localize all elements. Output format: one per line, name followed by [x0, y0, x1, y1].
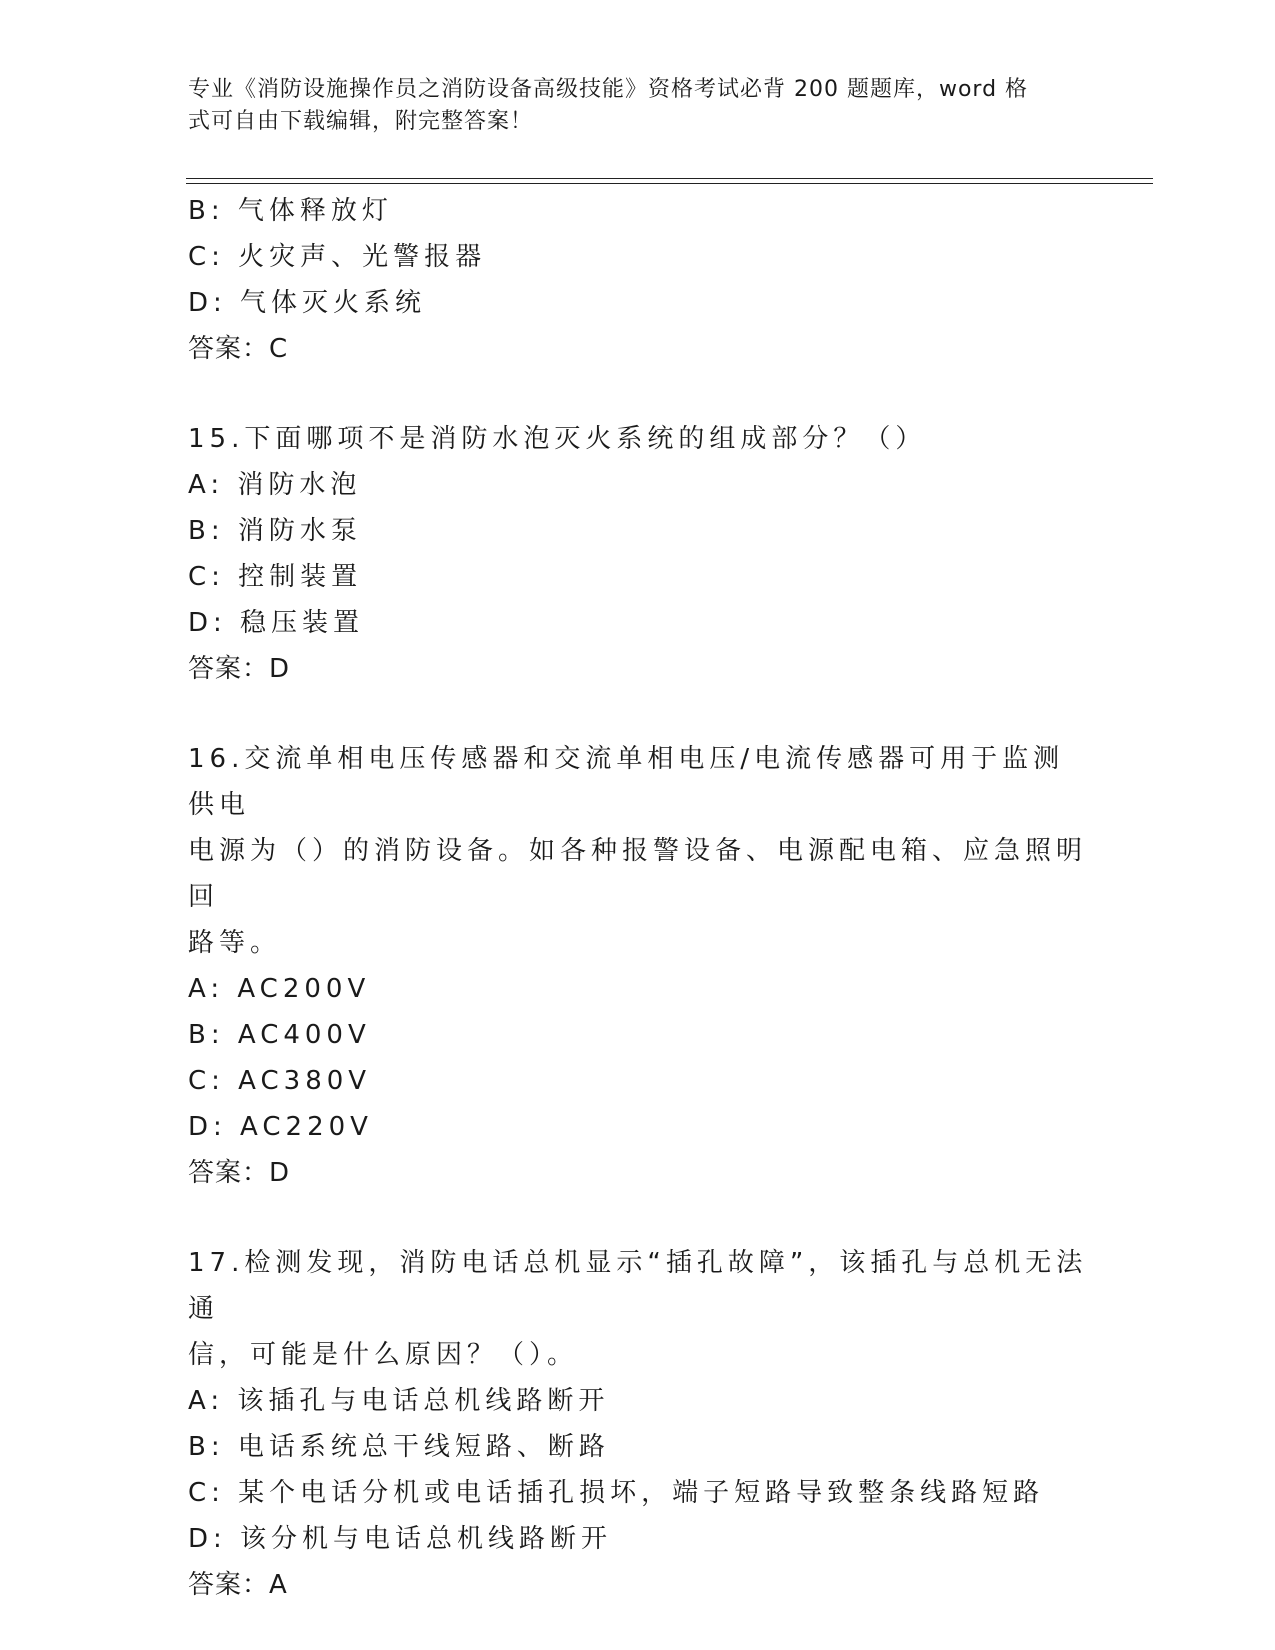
header-rule-bottom	[186, 183, 1153, 184]
question-title-line-2: 信，可能是什么原因？（）。	[188, 1340, 579, 1370]
option-a: A: 消防水泡	[188, 470, 362, 500]
question-16	[188, 736, 1088, 1196]
option-c: C: 火灾声、光警报器	[188, 242, 487, 272]
question-title-line-1: 16.交流单相电压传感器和交流单相电压/电流传感器可用于监测供电	[188, 744, 1065, 820]
option-c: C: 控制装置	[188, 562, 363, 592]
question-title-line-2: 电源为（）的消防设备。如各种报警设备、电源配电箱、应急照明回	[188, 836, 1088, 912]
option-d: D: AC220V	[188, 1112, 373, 1142]
option-a: A: 该插孔与电话总机线路断开	[188, 1386, 610, 1416]
question-list	[188, 188, 1088, 1608]
question-17	[188, 1240, 1088, 1608]
answer-line: 答案：D	[188, 654, 291, 684]
header-rule-top	[186, 178, 1153, 179]
question-title: 15.下面哪项不是消防水泡灭火系统的组成部分？（）	[188, 424, 927, 454]
option-d: D: 气体灭火系统	[188, 288, 427, 318]
option-b: B: 气体释放灯	[188, 196, 393, 226]
option-a: A: AC200V	[188, 974, 371, 1004]
option-c: C: 某个电话分机或电话插孔损坏，端子短路导致整条线路短路	[188, 1478, 1045, 1508]
document-header	[188, 74, 1088, 138]
option-d: D: 稳压装置	[188, 608, 365, 638]
question-15	[188, 416, 1088, 692]
question-title-line-3: 路等。	[188, 928, 282, 958]
question-title-line-1: 17.检测发现，消防电话总机显示“插孔故障”，该插孔与总机无法通	[188, 1248, 1088, 1324]
answer-line: 答案：D	[188, 1158, 291, 1188]
option-c: C: AC380V	[188, 1066, 372, 1096]
option-b: B: 消防水泵	[188, 516, 362, 546]
question-14-tail	[188, 188, 1088, 372]
answer-line: 答案：C	[188, 334, 289, 364]
option-b: B: AC400V	[188, 1020, 371, 1050]
option-d: D: 该分机与电话总机线路断开	[188, 1524, 613, 1554]
answer-line: 答案：A	[188, 1570, 288, 1600]
header-line-2: 式可自由下载编辑，附完整答案！	[188, 109, 534, 134]
header-line-1: 专业《消防设施操作员之消防设备高级技能》资格考试必背 200 题题库，word 格	[188, 77, 1029, 102]
option-b: B: 电话系统总干线短路、断路	[188, 1432, 610, 1462]
